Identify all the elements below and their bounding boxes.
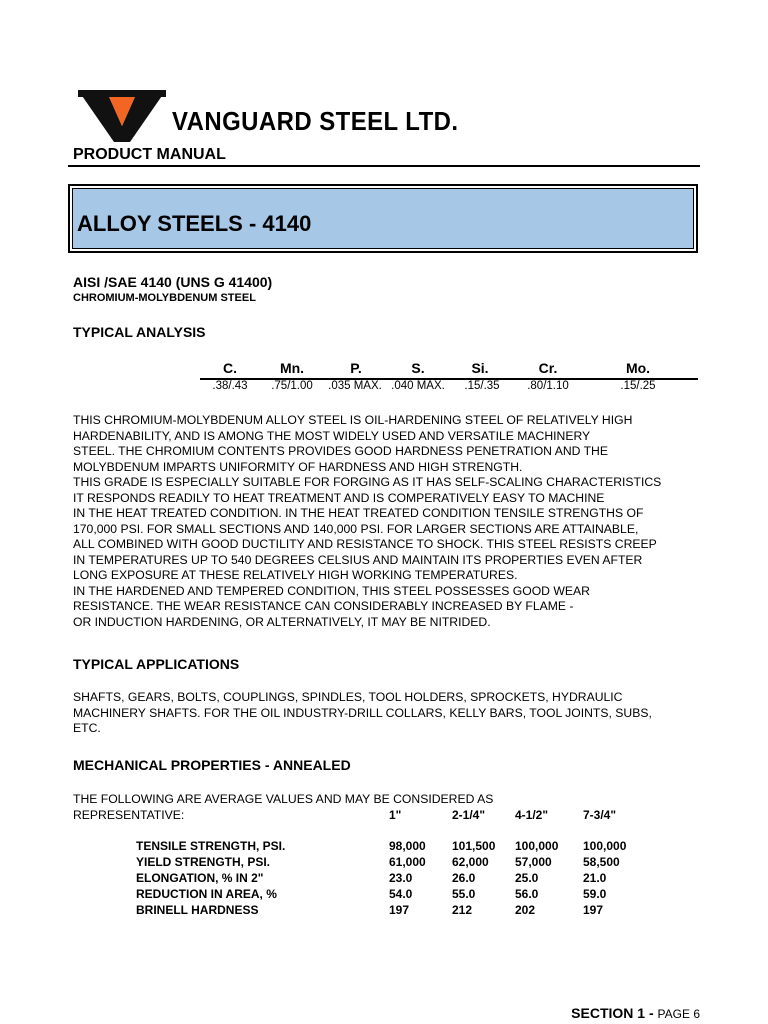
description-line: HARDENABILITY, AND IS AMONG THE MOST WIDELY USED AND VERSATILE MACHINERY <box>73 428 591 443</box>
property-value: 21.0 <box>583 871 607 885</box>
description-line: MOLYBDENUM IMPARTS UNIFORMITY OF HARDNESS AND HIGH STRENGTH. <box>73 459 523 474</box>
description-line: THIS CHROMIUM-MOLYBDENUM ALLOY STEEL IS OIL-HARDENING STEEL OF RELATIVELY HIGH <box>73 413 633 427</box>
analysis-value: .15/.35 <box>464 380 500 392</box>
property-value: 56.0 <box>515 887 539 901</box>
analysis-value: .15/.25 <box>620 380 656 392</box>
property-value: 197 <box>583 903 604 917</box>
property-value: 58,500 <box>583 855 620 869</box>
applications-line: SHAFTS, GEARS, BOLTS, COUPLINGS, SPINDLES, TOOL HOLDERS, SPROCKETS, HYDRAULIC <box>73 690 623 704</box>
analysis-element: Mo. <box>625 360 651 376</box>
size-header: 1" <box>389 808 402 822</box>
description-line: IN THE HARDENED AND TEMPERED CONDITION, THIS STEEL POSSESSES GOOD WEAR <box>73 583 590 598</box>
header-rule <box>68 165 700 167</box>
property-value: 98,000 <box>389 839 426 853</box>
analysis-value: .38/.43 <box>212 380 248 392</box>
typical-applications-heading: TYPICAL APPLICATIONS <box>73 656 240 672</box>
description-line: ALL COMBINED WITH GOOD DUCTILITY AND RESISTANCE TO SHOCK. THIS STEEL RESISTS CREEP <box>73 537 657 551</box>
analysis-element: Si. <box>471 360 489 376</box>
description-line: THIS GRADE IS ESPECIALLY SUITABLE FOR FORGING AS IT HAS SELF-SCALING CHARACTERISTICS <box>73 475 662 489</box>
property-label: REDUCTION IN AREA, % <box>136 887 277 901</box>
analysis-value: .75/1.00 <box>271 380 313 392</box>
property-value: 212 <box>452 903 473 917</box>
aisi-designation: AISI /SAE 4140 (UNS G 41400) <box>73 274 273 290</box>
property-value: 62,000 <box>452 855 489 869</box>
title-banner <box>68 184 698 253</box>
property-value: 100,000 <box>515 839 559 853</box>
description-line: RESISTANCE. THE WEAR RESISTANCE CAN CONSIDERABLY INCREASED BY FLAME - <box>73 599 574 613</box>
property-label: TENSILE STRENGTH, PSI. <box>136 839 286 853</box>
typical-analysis-heading: TYPICAL ANALYSIS <box>73 324 206 340</box>
property-label: ELONGATION, % IN 2" <box>136 871 264 885</box>
vanguard-logo <box>78 90 166 142</box>
property-value: 61,000 <box>389 855 426 869</box>
applications-paragraph <box>73 690 713 737</box>
applications-line: ETC. <box>73 721 101 735</box>
page-footer <box>571 1005 700 1021</box>
property-value: 197 <box>389 903 410 917</box>
mechanical-intro-line: REPRESENTATIVE: <box>73 808 185 822</box>
property-value: 101,500 <box>452 839 496 853</box>
description-line: STEEL. THE CHROMIUM CONTENTS PROVIDES GOOD HARDNESS PENETRATION AND THE <box>73 444 608 458</box>
mechanical-properties-heading: MECHANICAL PROPERTIES - ANNEALED <box>73 757 351 773</box>
description-line: LONG EXPOSURE AT THESE RELATIVELY HIGH WORKING TEMPERATURES. <box>73 568 518 582</box>
steel-type-subtitle: CHROMIUM-MOLYBDENUM STEEL <box>73 292 256 304</box>
product-manual-label: PRODUCT MANUAL <box>73 146 226 163</box>
property-value: 23.0 <box>389 871 413 885</box>
company-name: VANGUARD STEEL LTD. <box>172 106 459 136</box>
mechanical-intro <box>73 791 493 823</box>
analysis-element: P. <box>350 360 362 376</box>
applications-line: MACHINERY SHAFTS. FOR THE OIL INDUSTRY-DRILL COLLARS, KELLY BARS, TOOL JOINTS, SUBS, <box>73 705 652 720</box>
size-header: 4-1/2" <box>515 808 549 822</box>
analysis-element: C. <box>223 360 237 376</box>
page-number: PAGE 6 <box>657 1007 700 1021</box>
property-value: 202 <box>515 903 536 917</box>
description-line: IT RESPONDS READILY TO HEAT TREATMENT AND IS COMPERATIVELY EASY TO MACHINE <box>73 490 605 505</box>
property-value: 25.0 <box>515 871 539 885</box>
property-value: 59.0 <box>583 887 607 901</box>
property-value: 55.0 <box>452 887 476 901</box>
description-line: 170,000 PSI. FOR SMALL SECTIONS AND 140,000 PSI. FOR LARGER SECTIONS ARE ATTAINABLE, <box>73 521 639 536</box>
analysis-value: .040 MAX. <box>391 380 445 392</box>
title-banner-fill <box>72 188 694 249</box>
size-header: 7-3/4" <box>583 808 617 822</box>
description-line: IN THE HEAT TREATED CONDITION. IN THE HEAT TREATED CONDITION TENSILE STRENGTHS OF <box>73 506 644 520</box>
analysis-element: Mn. <box>279 360 305 376</box>
description-line: OR INDUCTION HARDENING, OR ALTERNATIVELY, IT MAY BE NITRIDED. <box>73 614 491 629</box>
analysis-value: .80/1.10 <box>527 380 569 392</box>
property-label: BRINELL HARDNESS <box>136 903 259 917</box>
size-header: 2-1/4" <box>452 808 486 822</box>
page-title: ALLOY STEELS - 4140 <box>77 211 312 236</box>
section-label: SECTION 1 - <box>571 1005 654 1021</box>
analysis-value: .035 MAX. <box>328 380 382 392</box>
property-value: 57,000 <box>515 855 552 869</box>
property-label: YIELD STRENGTH, PSI. <box>136 855 271 869</box>
analysis-element: S. <box>411 360 425 376</box>
property-value: 54.0 <box>389 887 413 901</box>
description-paragraph <box>73 413 713 630</box>
description-line: IN TEMPERATURES UP TO 540 DEGREES CELSIUS AND MAINTAIN ITS PROPERTIES EVEN AFTER <box>73 552 643 567</box>
mechanical-intro-line: THE FOLLOWING ARE AVERAGE VALUES AND MAY BE CONSIDERED AS <box>73 792 494 806</box>
analysis-element: Cr. <box>538 360 558 376</box>
property-value: 26.0 <box>452 871 476 885</box>
property-value: 100,000 <box>583 839 627 853</box>
